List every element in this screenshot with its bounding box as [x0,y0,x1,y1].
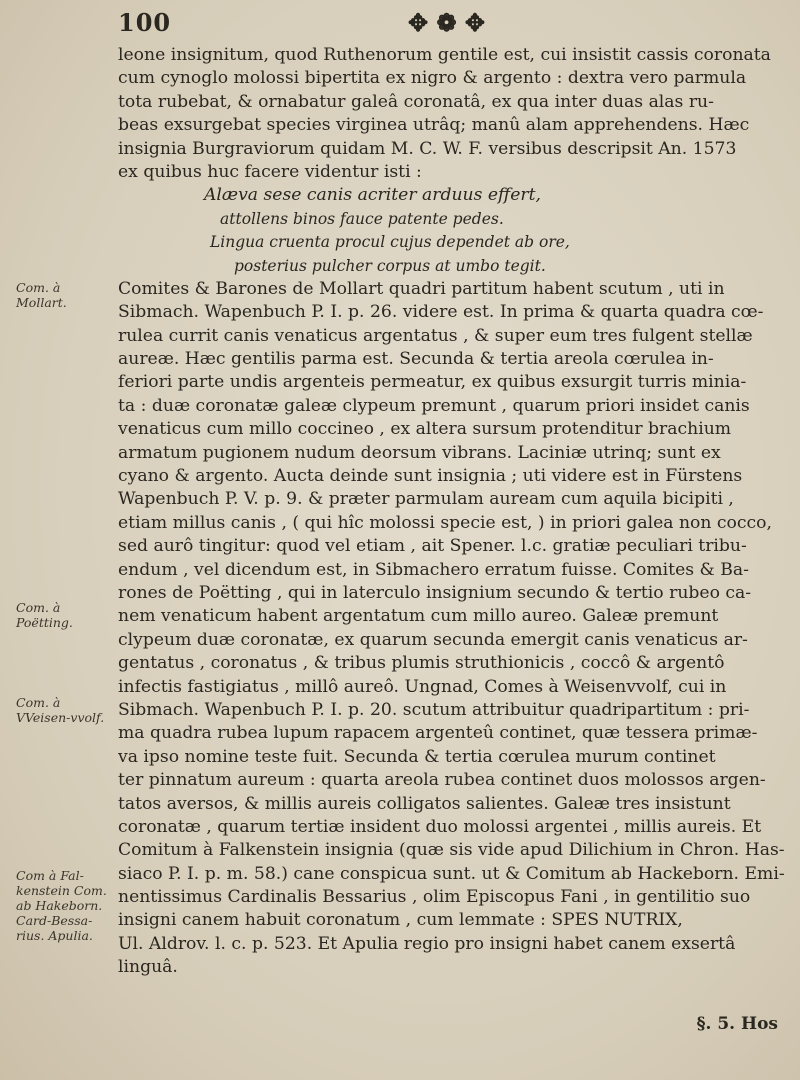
text-line: siaco P. I. p. m. 58.) cane conspicua sunt. ut & Comitum ab Hackeborn. Emi- [118,863,785,884]
text-line: cum cynoglo molossi bipertita ex nigro & argento : dextra vero parmula [118,68,747,89]
text-line: clypeum duæ coronatæ, ex quarum secunda emergit canis venaticus ar- [118,629,748,650]
text-line: tatos aversos, & millis aureis colligatos salientes. Galeæ tres insistunt [118,793,731,814]
text-line: endum , vel dicendum est, in Sibmachero erratum fuisse. Comites & Ba- [118,559,749,580]
text-line: infectis fastigiatus , millô aureô. Ungnad, Comes à Weisenvvolf, cui in [118,676,727,697]
text-line: feriori parte undis argenteis permeatur, ex quibus exsurgit turris minia- [118,372,747,393]
text-line: ex quibus huc facere videntur isti : [118,161,422,182]
marginal-note: Com. à VVeisen-vvolf. [16,695,105,725]
text-line: sed aurô tingitur: quod vel etiam , ait Spener. l.c. gratiæ peculiari tribu- [118,536,747,557]
text-line: insignia Burgraviorum quidam M. C. W. F. versibus descripsit An. 1573 [118,138,737,159]
text-line: Wapenbuch P. V. p. 9. & præter parmulam auream cum aquila bicipiti , [118,489,734,510]
text-line: va ipso nomine teste fuit. Secunda & tertia cœrulea murum continet [118,746,716,767]
page-number: 100 [118,8,172,37]
text-line: aureæ. Hæc gentilis parma est. Secunda & tertia areola cœrulea in- [118,349,714,370]
verse-line: Lingua cruenta procul cujus dependet ab ore, [210,233,570,252]
text-line: gentatus , coronatus , & tribus plumis struthionicis , coccô & argentô [118,653,725,674]
text-line: ta : duæ coronatæ galeæ clypeum premunt , quarum priori insidet canis [118,395,750,416]
text-line: Ul. Aldrov. l. c. p. 523. Et Apulia regio pro insigni habet canem exsertâ [118,933,736,954]
verse-line: Alæva sese canis acriter arduus effert, [204,185,541,206]
text-line: armatum pugionem nudum deorsum vibrans. Laciniæ utrinq; sunt ex [118,442,721,463]
text-line: nentissimus Cardinalis Bessarius , olim Episcopus Fani , in gentilitio suo [118,887,751,908]
header-ornament-icon: ✥ ❁ ✥ [408,8,486,37]
text-line: rones de Poëtting , qui in laterculo insignium secundo & tertio rubeo ca- [118,582,752,603]
catchword: §. 5. Hos [696,1014,778,1034]
main-text [118,44,788,980]
text-line: Comites & Barones de Mollart quadri partitum habent scutum , uti in [118,278,725,299]
text-line: ter pinnatum aureum : quarta areola rubea continet duos molossos argen- [118,770,766,791]
text-line: tota rubebat, & ornabatur galeâ coronatâ, ex qua inter duas alas ru- [118,91,714,112]
marginal-note: Com. à Mollart. [16,280,67,310]
verse-line: posterius pulcher corpus at umbo tegit. [234,256,546,275]
marginal-note: Com. à Poëtting. [16,600,73,630]
text-line: leone insignitum, quod Ruthenorum gentile est, cui insistit cassis coronata [118,45,771,65]
text-line: Comitum à Falkenstein insignia (quæ sis vide apud Dilichium in Chron. Has- [118,840,785,861]
text-line: etiam millus canis , ( qui hîc molossi specie est, ) in priori galea non cocco, [118,512,772,533]
text-line: ma quadra rubea lupum rapacem argenteû continet, quæ tessera primæ- [118,723,758,744]
verse-line: attollens binos fauce patente pedes. [220,209,504,228]
text-line: Sibmach. Wapenbuch P. I. p. 26. videre est. In prima & quarta quadra cœ- [118,302,764,323]
text-line: insigni canem habuit coronatum , cum lemmate : SPES NUTRIX, [118,910,683,931]
text-line: linguâ. [118,957,178,978]
marginal-note: Com à Fal-kenstein Com. ab Hakeborn. Card-Bessa-rius. Apulia. [16,868,107,943]
text-line: coronatæ , quarum tertiæ insident duo molossi argentei , millis aureis. Et [118,816,762,837]
text-line: rulea currit canis venaticus argentatus , & super eum tres fulgent stellæ [118,325,753,346]
text-line: Sibmach. Wapenbuch P. I. p. 20. scutum attribuitur quadripartitum : pri- [118,699,750,720]
text-line: nem venaticum habent argentatum cum millo aureo. Galeæ premunt [118,606,719,627]
text-line: venaticus cum millo coccineo , ex altera sursum protenditur brachium [118,419,732,440]
page-header [118,8,740,38]
text-line: cyano & argento. Aucta deinde sunt insignia ; uti videre est in Fürstens [118,466,743,487]
text-line: beas exsurgebat species virginea utrâq; manû alam apprehendens. Hæc [118,115,750,136]
